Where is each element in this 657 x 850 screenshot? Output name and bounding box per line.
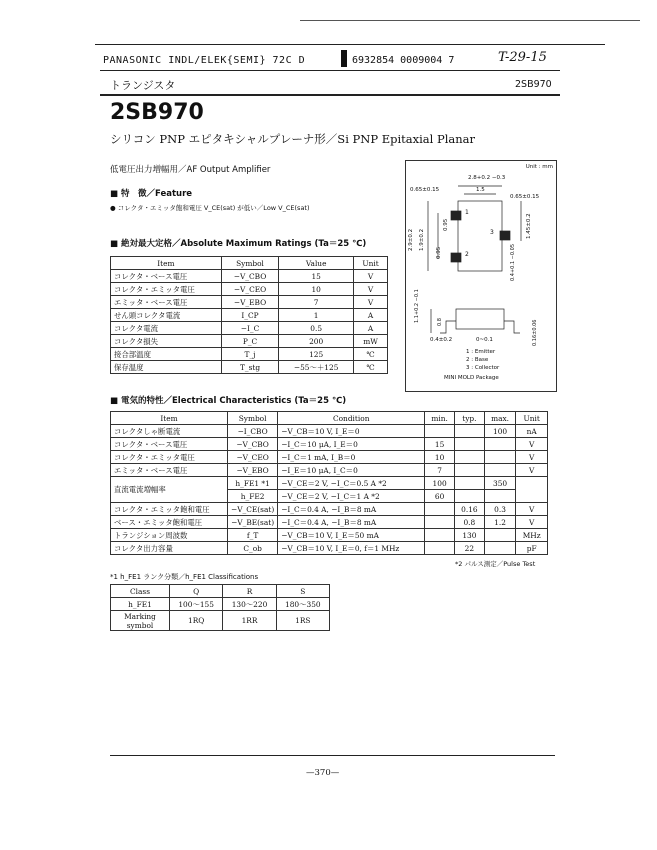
cell bbox=[455, 425, 485, 438]
pin-collector: 3 : Collector bbox=[466, 365, 500, 371]
cell: 15 bbox=[279, 270, 354, 283]
table-row bbox=[111, 503, 548, 516]
cell: nA bbox=[516, 425, 548, 438]
cell: 0.3 bbox=[484, 503, 516, 516]
cell bbox=[484, 490, 516, 503]
header-top-line: PANASONIC INDL/ELEK{SEMI} 72C D bbox=[103, 55, 306, 66]
table-row bbox=[111, 361, 388, 374]
footer-rule bbox=[110, 755, 555, 756]
col-max: max. bbox=[484, 412, 516, 425]
cell bbox=[455, 490, 485, 503]
cell: −I_C＝0.4 A, −I_B＝8 mA bbox=[278, 503, 425, 516]
cell: h_FE1 *1 bbox=[228, 477, 278, 490]
page-number: —370— bbox=[306, 768, 340, 778]
cell: Q bbox=[170, 585, 223, 598]
col-unit: Unit bbox=[516, 412, 548, 425]
cell: ℃ bbox=[354, 348, 388, 361]
cell: R bbox=[223, 585, 276, 598]
cell: ベース・エミッタ飽和電圧 bbox=[111, 516, 228, 529]
cell: 1 bbox=[279, 309, 354, 322]
cell bbox=[484, 464, 516, 477]
cell: 180～350 bbox=[276, 598, 329, 611]
cell: 200 bbox=[279, 335, 354, 348]
cell: MHz bbox=[516, 529, 548, 542]
lead-pad-1 bbox=[451, 211, 461, 220]
dim-height: 2.9±0.2 bbox=[408, 228, 414, 251]
cell: 1RQ bbox=[170, 611, 223, 631]
cell: −V_CBO bbox=[221, 270, 278, 283]
cell: V bbox=[516, 516, 548, 529]
cell: コレクタ・ベース電圧 bbox=[111, 438, 228, 451]
cell: 60 bbox=[425, 490, 455, 503]
dim-lead: 0.4+0.1 −0.05 bbox=[510, 243, 516, 281]
cell: −V_CB＝10 V, I_E＝0, f＝1 MHz bbox=[278, 542, 425, 555]
cell: −I_C＝0.4 A, −I_B＝8 mA bbox=[278, 516, 425, 529]
cell: A bbox=[354, 322, 388, 335]
cell: 1RR bbox=[223, 611, 276, 631]
class-table bbox=[110, 584, 330, 631]
part-number-right: 2SB970 bbox=[515, 79, 552, 90]
cell: コレクタ・ベース電圧 bbox=[111, 270, 222, 283]
pin-emitter: 1 : Emitter bbox=[466, 349, 496, 355]
cell: −V_CE＝2 V, −I_C＝0.5 A *2 bbox=[278, 477, 425, 490]
cell: I_CP bbox=[221, 309, 278, 322]
cell: 0.5 bbox=[279, 322, 354, 335]
cell: −V_CEO bbox=[221, 283, 278, 296]
cell: C_ob bbox=[228, 542, 278, 555]
cell: −V_CBO bbox=[228, 438, 278, 451]
header-code-line: 6932854 0009004 7 bbox=[352, 55, 455, 66]
table-row bbox=[111, 322, 388, 335]
cell: コレクタ・エミッタ飽和電圧 bbox=[111, 503, 228, 516]
cell bbox=[455, 438, 485, 451]
unit-label: Unit : mm bbox=[525, 164, 553, 170]
cell: −V_EBO bbox=[221, 296, 278, 309]
cell: コレクタ・エミッタ電圧 bbox=[111, 283, 222, 296]
table-row bbox=[111, 283, 388, 296]
cell: 0.16 bbox=[455, 503, 485, 516]
cell: 15 bbox=[425, 438, 455, 451]
body-side-view bbox=[456, 309, 504, 329]
lead-pad-3 bbox=[500, 231, 510, 240]
table-row bbox=[111, 348, 388, 361]
dim-thick: 1.1+0.2 −0.1 bbox=[414, 289, 420, 323]
part-number-title: 2SB970 bbox=[110, 100, 204, 125]
package-drawing bbox=[405, 160, 557, 392]
top-noise-line bbox=[300, 20, 640, 21]
cell: V bbox=[516, 464, 548, 477]
cell: 350 bbox=[484, 477, 516, 490]
cell: Marking symbol bbox=[111, 611, 170, 631]
cell: V bbox=[354, 283, 388, 296]
cell: 直流電流増幅率 bbox=[111, 477, 228, 503]
cell: −V_CE(sat) bbox=[228, 503, 278, 516]
abs-max-header-row bbox=[111, 257, 388, 270]
dim-side: 1.45±0.2 bbox=[526, 213, 532, 239]
table-row bbox=[111, 477, 548, 490]
elec-heading: ■ 電気的特性／Electrical Characteristics (Ta＝25 ℃) bbox=[110, 396, 347, 406]
col-item: Item bbox=[111, 257, 222, 270]
cell: 1.2 bbox=[484, 516, 516, 529]
cell: 10 bbox=[279, 283, 354, 296]
col-unit: Unit bbox=[354, 257, 388, 270]
cell: 1RS bbox=[276, 611, 329, 631]
cell: −I_C bbox=[221, 322, 278, 335]
cell: V bbox=[516, 503, 548, 516]
package-name: MINI MOLD Package bbox=[444, 375, 499, 381]
dim-side-lead: 0.16±0.06 bbox=[532, 319, 538, 346]
cell: −I_E＝10 μA, I_C＝0 bbox=[278, 464, 425, 477]
dim-right: 0.65±0.15 bbox=[510, 194, 540, 200]
cell bbox=[516, 477, 548, 503]
col-value: Value bbox=[279, 257, 354, 270]
pulse-test-note: *2 パルス測定／Pulse Test bbox=[455, 560, 536, 568]
pin-number-2: 2 bbox=[465, 251, 469, 258]
abs-max-heading: ■ 絶対最大定格／Absolute Maximum Ratings (Ta＝25 ℃) bbox=[110, 239, 367, 249]
dim-top-width: 2.8+0.2 −0.3 bbox=[468, 175, 506, 181]
cell: −I_CBO bbox=[228, 425, 278, 438]
subtitle: シリコン PNP エピタキシャルプレーナ形／Si PNP Epitaxial Planar bbox=[110, 132, 476, 146]
cell bbox=[484, 529, 516, 542]
cell: T_j bbox=[221, 348, 278, 361]
cell: mW bbox=[354, 335, 388, 348]
cell bbox=[425, 529, 455, 542]
header-barcode-mark bbox=[341, 50, 347, 67]
cell: 22 bbox=[455, 542, 485, 555]
cell: h_FE2 bbox=[228, 490, 278, 503]
cell: A bbox=[354, 309, 388, 322]
feature-item: ● コレクタ・エミッタ飽和電圧 V_CE(sat) が低い／Low V_CE(sat) bbox=[110, 204, 310, 212]
dim-gap: 0~0.1 bbox=[476, 337, 493, 343]
cell: トランジション周波数 bbox=[111, 529, 228, 542]
cell: コレクタ出力容量 bbox=[111, 542, 228, 555]
cell: Class bbox=[111, 585, 170, 598]
dim-pitch: 1.9±0.2 bbox=[419, 228, 425, 251]
cell: −V_CB＝10 V, I_E＝0 bbox=[278, 425, 425, 438]
cell bbox=[425, 503, 455, 516]
cell: −V_EBO bbox=[228, 464, 278, 477]
application: 低電圧出力増幅用／AF Output Amplifier bbox=[110, 165, 271, 175]
cell: V bbox=[354, 296, 388, 309]
cell: 接合部温度 bbox=[111, 348, 222, 361]
cell: 0.8 bbox=[455, 516, 485, 529]
table-row bbox=[111, 451, 548, 464]
table-row bbox=[111, 335, 388, 348]
cell: 10 bbox=[425, 451, 455, 464]
cell: f_T bbox=[228, 529, 278, 542]
table-row bbox=[111, 438, 548, 451]
elec-header-row bbox=[111, 412, 548, 425]
col-symbol: Symbol bbox=[221, 257, 278, 270]
cell bbox=[455, 464, 485, 477]
cell bbox=[484, 438, 516, 451]
cell: せん頭コレクタ電流 bbox=[111, 309, 222, 322]
table-row bbox=[111, 611, 330, 631]
cell: 100～155 bbox=[170, 598, 223, 611]
pin-base: 2 : Base bbox=[466, 357, 489, 363]
table-row bbox=[111, 516, 548, 529]
cell: −I_C＝1 mA, I_B＝0 bbox=[278, 451, 425, 464]
header-handwritten: T-29-15 bbox=[498, 50, 547, 65]
table-row bbox=[111, 464, 548, 477]
table-row bbox=[111, 542, 548, 555]
dim-bottom-lead: 0.4±0.2 bbox=[430, 337, 453, 343]
cell: 130～220 bbox=[223, 598, 276, 611]
cell bbox=[425, 516, 455, 529]
features-heading: ■ 特 徴／Feature bbox=[110, 189, 193, 199]
pin-number-1: 1 bbox=[465, 209, 469, 216]
cell: 100 bbox=[425, 477, 455, 490]
cell bbox=[425, 542, 455, 555]
cell: −V_CEO bbox=[228, 451, 278, 464]
cell: −V_BE(sat) bbox=[228, 516, 278, 529]
cell: 7 bbox=[279, 296, 354, 309]
lead-right-side bbox=[504, 321, 520, 333]
cell: V bbox=[516, 451, 548, 464]
cell: コレクタ電流 bbox=[111, 322, 222, 335]
cell: ℃ bbox=[354, 361, 388, 374]
cell bbox=[455, 477, 485, 490]
table-row bbox=[111, 598, 330, 611]
col-condition: Condition bbox=[278, 412, 425, 425]
cell: −55～＋125 bbox=[279, 361, 354, 374]
category-label: トランジスタ bbox=[110, 79, 176, 92]
cell bbox=[484, 542, 516, 555]
cell: 125 bbox=[279, 348, 354, 361]
abs-max-table bbox=[110, 256, 388, 374]
cell: 7 bbox=[425, 464, 455, 477]
table-row bbox=[111, 309, 388, 322]
cell: S bbox=[276, 585, 329, 598]
cell: −I_C＝10 μA, I_E＝0 bbox=[278, 438, 425, 451]
class-heading: *1 h_FE1 ランク分類／h_FE1 Classifications bbox=[110, 573, 259, 581]
dim-left: 0.65±0.15 bbox=[410, 187, 440, 193]
lead-pad-2 bbox=[451, 253, 461, 262]
col-min: min. bbox=[425, 412, 455, 425]
cell: P_C bbox=[221, 335, 278, 348]
cell: コレクタ損失 bbox=[111, 335, 222, 348]
table-row bbox=[111, 585, 330, 598]
cell: コレクタしゃ断電流 bbox=[111, 425, 228, 438]
cell: T_stg bbox=[221, 361, 278, 374]
pin-number-3: 3 bbox=[490, 229, 494, 236]
elec-table bbox=[110, 411, 548, 555]
cell: 100 bbox=[484, 425, 516, 438]
cell: V bbox=[354, 270, 388, 283]
table-row bbox=[111, 529, 548, 542]
cell: エミッタ・ベース電圧 bbox=[111, 464, 228, 477]
dim-stand: 0.8 bbox=[437, 318, 443, 326]
cell: エミッタ・ベース電圧 bbox=[111, 296, 222, 309]
table-row bbox=[111, 270, 388, 283]
col-typ: typ. bbox=[455, 412, 485, 425]
dim-pad1: 0.95 bbox=[436, 246, 442, 259]
cell: −V_CE＝2 V, −I_C＝1 A *2 bbox=[278, 490, 425, 503]
header-rule bbox=[100, 70, 560, 71]
cell bbox=[425, 425, 455, 438]
table-row bbox=[111, 296, 388, 309]
cell: 130 bbox=[455, 529, 485, 542]
cell: V bbox=[516, 438, 548, 451]
col-item: Item bbox=[111, 412, 228, 425]
category-rule bbox=[100, 94, 560, 96]
dim-pad2: 0.95 bbox=[443, 218, 449, 231]
cell: h_FE1 bbox=[111, 598, 170, 611]
table-row bbox=[111, 425, 548, 438]
dim-inner: 1.5 bbox=[476, 187, 485, 193]
col-symbol: Symbol bbox=[228, 412, 278, 425]
cell: 保存温度 bbox=[111, 361, 222, 374]
top-border bbox=[95, 44, 605, 45]
cell bbox=[455, 451, 485, 464]
cell: −V_CB＝10 V, I_E＝50 mA bbox=[278, 529, 425, 542]
cell: pF bbox=[516, 542, 548, 555]
cell: コレクタ・エミッタ電圧 bbox=[111, 451, 228, 464]
cell bbox=[484, 451, 516, 464]
